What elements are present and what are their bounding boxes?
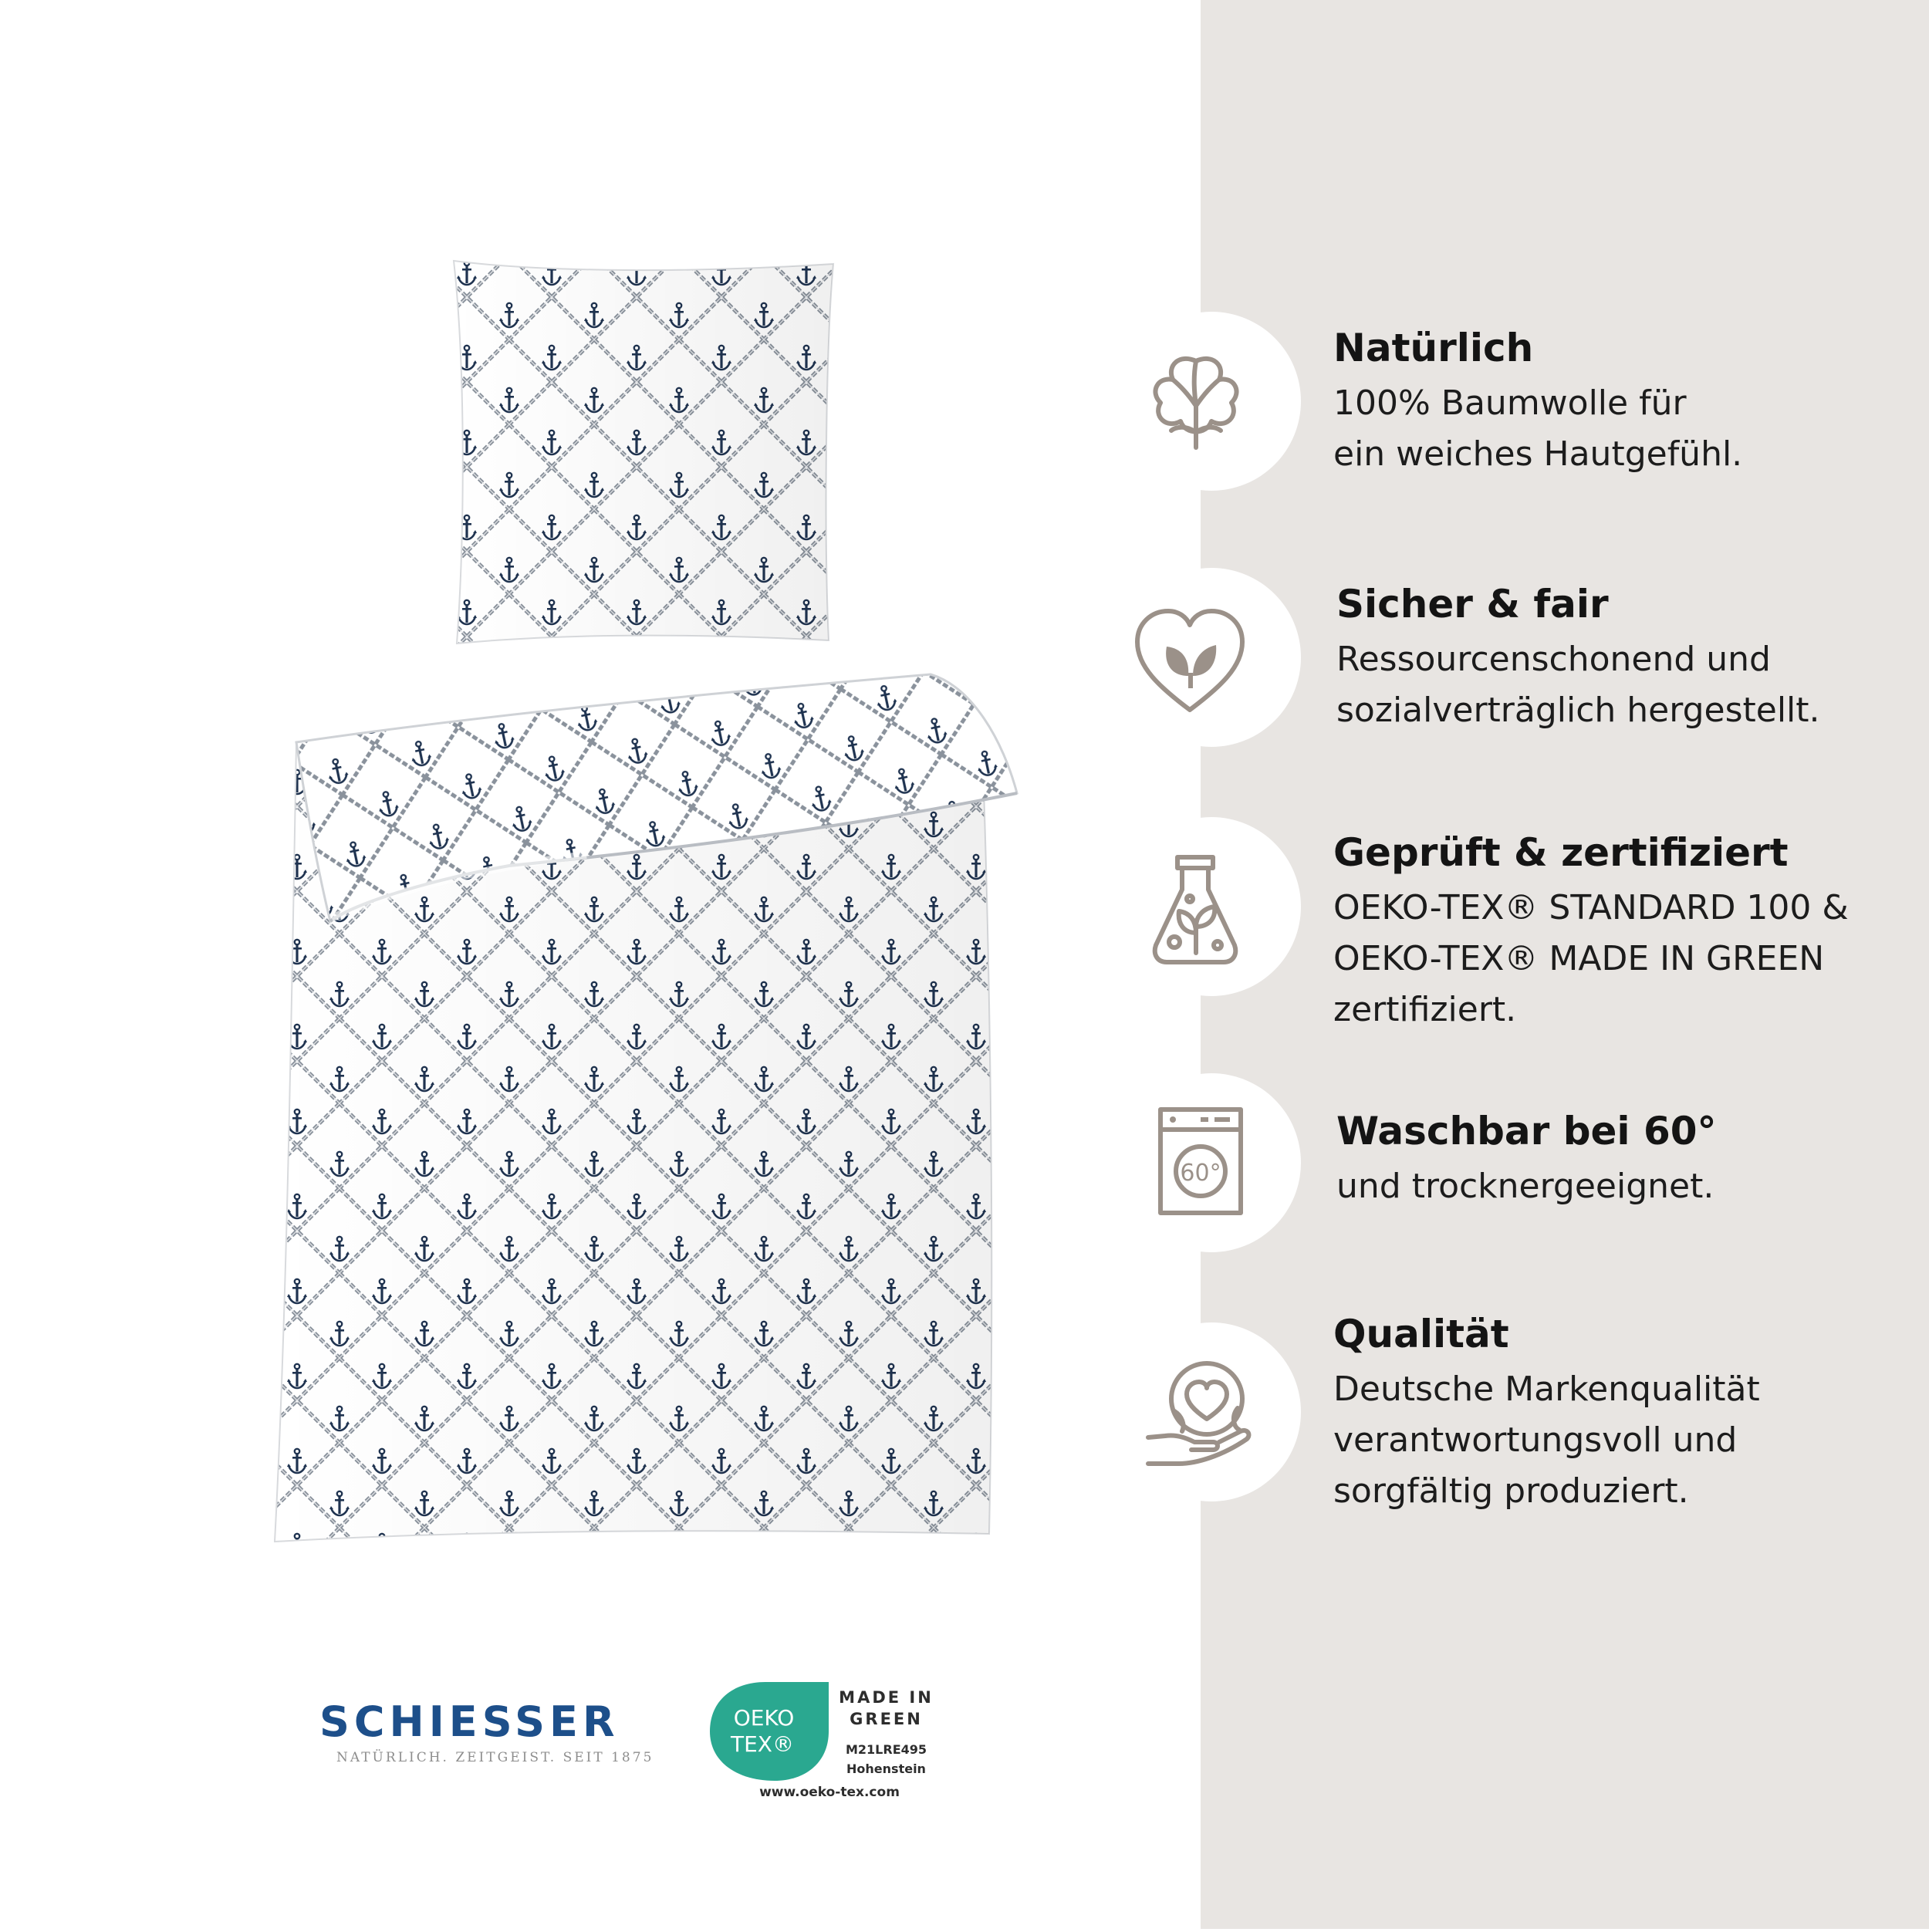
feature-safe-fair bbox=[1336, 580, 1923, 736]
feature-title: Sicher & fair bbox=[1336, 582, 1609, 627]
washing-machine-icon bbox=[1154, 1103, 1247, 1219]
hand-globe-heart-icon bbox=[1142, 1354, 1258, 1470]
feature-title: Geprüft & zertifiziert bbox=[1333, 830, 1789, 875]
cotton-flower-icon bbox=[1134, 339, 1258, 463]
oeko-certificate-code: M21LRE495 bbox=[845, 1742, 927, 1757]
oeko-institute: Hohenstein bbox=[846, 1761, 926, 1776]
pillow bbox=[454, 261, 833, 643]
oeko-badge-line2: TEX® bbox=[731, 1731, 794, 1757]
oeko-website: www.oeko-tex.com bbox=[759, 1785, 900, 1800]
feature-title: Waschbar bei 60° bbox=[1336, 1109, 1717, 1153]
feature-quality bbox=[1333, 1310, 1920, 1517]
duvet bbox=[275, 674, 1017, 1542]
feature-description: und trocknergeeignet. bbox=[1336, 1167, 1714, 1206]
made-in-green-label: MADE IN GREEN bbox=[839, 1688, 934, 1728]
feature-description: OEKO-TEX® STANDARD 100 & OEKO-TEX® MADE IN GREEN zertifiziert. bbox=[1333, 888, 1849, 1029]
flask-plant-icon bbox=[1147, 853, 1247, 968]
feature-description: Deutsche Markenqualität verantwortungsvoll und sorgfältig produziert. bbox=[1333, 1370, 1760, 1511]
oeko-tex-badge bbox=[710, 1682, 833, 1782]
schiesser-tagline: NATÜRLICH. ZEITGEIST. SEIT 1875 bbox=[336, 1750, 654, 1765]
schiesser-logo: SCHIESSER bbox=[319, 1697, 620, 1746]
heart-leaf-icon bbox=[1128, 602, 1252, 718]
feature-description: Ressourcenschonend und sozialverträglich hergestellt. bbox=[1336, 640, 1820, 730]
feature-title: Natürlich bbox=[1333, 326, 1534, 370]
feature-certified bbox=[1333, 829, 1920, 1035]
feature-description: 100% Baumwolle für ein weiches Hautgefühl. bbox=[1333, 383, 1743, 474]
bedding-product-image bbox=[0, 0, 1080, 1582]
wash-temperature-label: 60° bbox=[1180, 1160, 1221, 1187]
feature-natural bbox=[1333, 324, 1920, 480]
feature-title: Qualität bbox=[1333, 1312, 1509, 1356]
oeko-badge-line1: OEKO bbox=[733, 1705, 795, 1731]
feature-washable bbox=[1336, 1107, 1923, 1212]
